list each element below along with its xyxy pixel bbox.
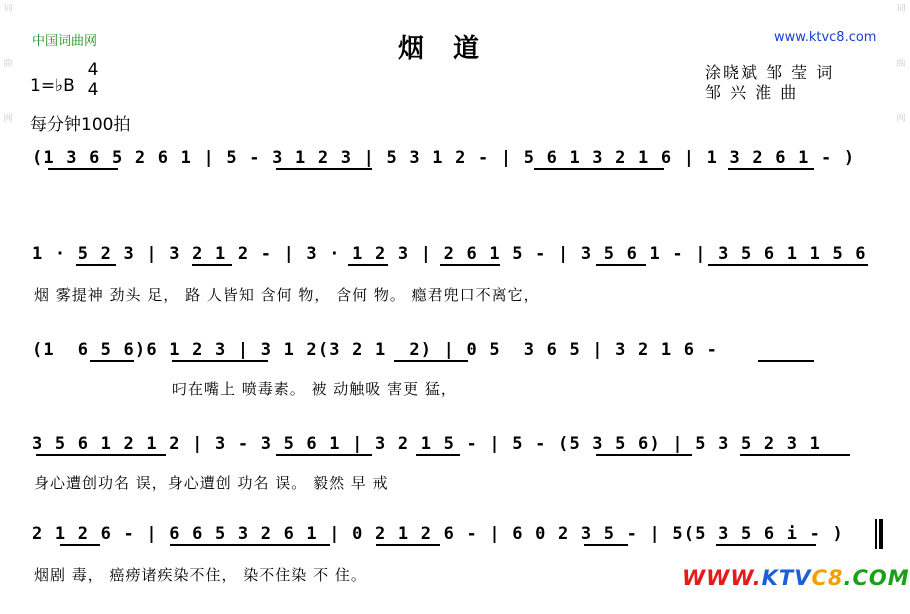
- beam: [394, 360, 468, 362]
- beam: [596, 454, 692, 456]
- notes-line-3: (1 6 5 6)6 1 2 3 | 3 1 2(3 2 1 2) | 0 5 3 6 5 | 3 2 1 6 -: [32, 340, 719, 360]
- beam: [376, 544, 440, 546]
- watermark-com: .COM: [843, 566, 910, 590]
- beam: [740, 454, 850, 456]
- time-signature-top: 4: [87, 60, 99, 80]
- beam: [172, 360, 268, 362]
- tempo-marking: 每分钟100拍: [30, 115, 131, 135]
- watermark-ktv: KTV: [761, 566, 812, 590]
- beam: [170, 544, 330, 546]
- beam: [192, 264, 232, 266]
- side-mark-ci: 词: [896, 4, 906, 14]
- watermark-c8: C8: [811, 566, 844, 590]
- credits: [705, 63, 834, 103]
- beam: [584, 544, 628, 546]
- notes-line-4: 3 5 6 1 2 1 2 | 3 - 3 5 6 1 | 3 2 1 5 - | 5 - (5 3 5 6) | 5 3 5 2 3 1: [32, 434, 822, 454]
- beam: [534, 168, 664, 170]
- beam: [716, 544, 816, 546]
- beam: [60, 544, 100, 546]
- beam: [36, 454, 166, 456]
- watermark-www: WWW.: [682, 566, 762, 590]
- side-watermark-left: [3, 4, 13, 169]
- song-title: 烟 道: [398, 34, 490, 64]
- score-line-2: [32, 242, 882, 282]
- site-url[interactable]: www.ktvc8.com: [774, 30, 877, 45]
- lyrics-line-2: 烟 雾提神 劲头 足， 路 人皆知 含何 物， 含何 物。 瘾君兜口不离它，: [34, 286, 540, 304]
- side-mark-qu: 曲: [896, 59, 906, 69]
- beam: [276, 168, 372, 170]
- lyrics-line-4: 身心遭创功名 误，身心遭创 功名 误。 毅然 早 戒: [34, 474, 389, 492]
- beam: [758, 360, 814, 362]
- beam: [90, 360, 134, 362]
- score-line-1: [32, 146, 882, 186]
- composer-credit: 邹 兴 淮 曲: [705, 83, 799, 102]
- lyrics-line-3: 叼在嘴上 喷毒素。 被 动触吸 害更 猛，: [172, 380, 457, 398]
- score-line-3: [32, 338, 882, 378]
- beam: [348, 264, 388, 266]
- site-name: 中国词曲网: [32, 34, 98, 49]
- lyricist-credit: 涂晓斌 邹 莹 词: [705, 63, 835, 82]
- side-mark-wang: 网: [896, 114, 906, 124]
- beam: [76, 264, 116, 266]
- beam: [708, 264, 868, 266]
- ktvc8-watermark-logo: [682, 566, 910, 590]
- lyrics-line-5: 烟剧 毒， 癌痨诸疾染不住， 染不住染 不 住。: [34, 566, 367, 584]
- beam: [728, 168, 814, 170]
- side-mark-qu: 曲: [3, 59, 13, 69]
- key-signature: 1=♭B: [30, 76, 75, 96]
- score-line-5: [32, 522, 882, 562]
- beam: [48, 168, 118, 170]
- beam: [276, 454, 372, 456]
- notes-line-5: 2 1 2 6 - | 6 6 5 3 2 6 1 | 0 2 1 2 6 - | 6 0 2 3 5 - | 5(5 3 5 6 i - ): [32, 524, 844, 544]
- beam: [440, 264, 500, 266]
- final-barline-thin: [875, 519, 877, 549]
- score-line-4: [32, 432, 882, 472]
- time-signature-bottom: 4: [87, 80, 99, 100]
- side-mark-ci: 词: [3, 4, 13, 14]
- notes-line-1: (1 3 6 5 2 6 1 | 5 - 3 1 2 3 | 5 3 1 2 - | 5 6 1 3 2 1 6 | 1 3 2 6 1 - ): [32, 148, 856, 168]
- beam: [416, 454, 460, 456]
- final-barline-thick: [879, 519, 883, 549]
- side-watermark-right: [896, 4, 906, 169]
- beam: [596, 264, 646, 266]
- time-signature: [86, 60, 100, 100]
- side-mark-wang: 网: [3, 114, 13, 124]
- notes-line-2: 1 · 5 2 3 | 3 2 1 2 - | 3 · 1 2 3 | 2 6 1 5 - | 3 5 6 1 - | 3 5 6 1 1 5 6: [32, 244, 867, 264]
